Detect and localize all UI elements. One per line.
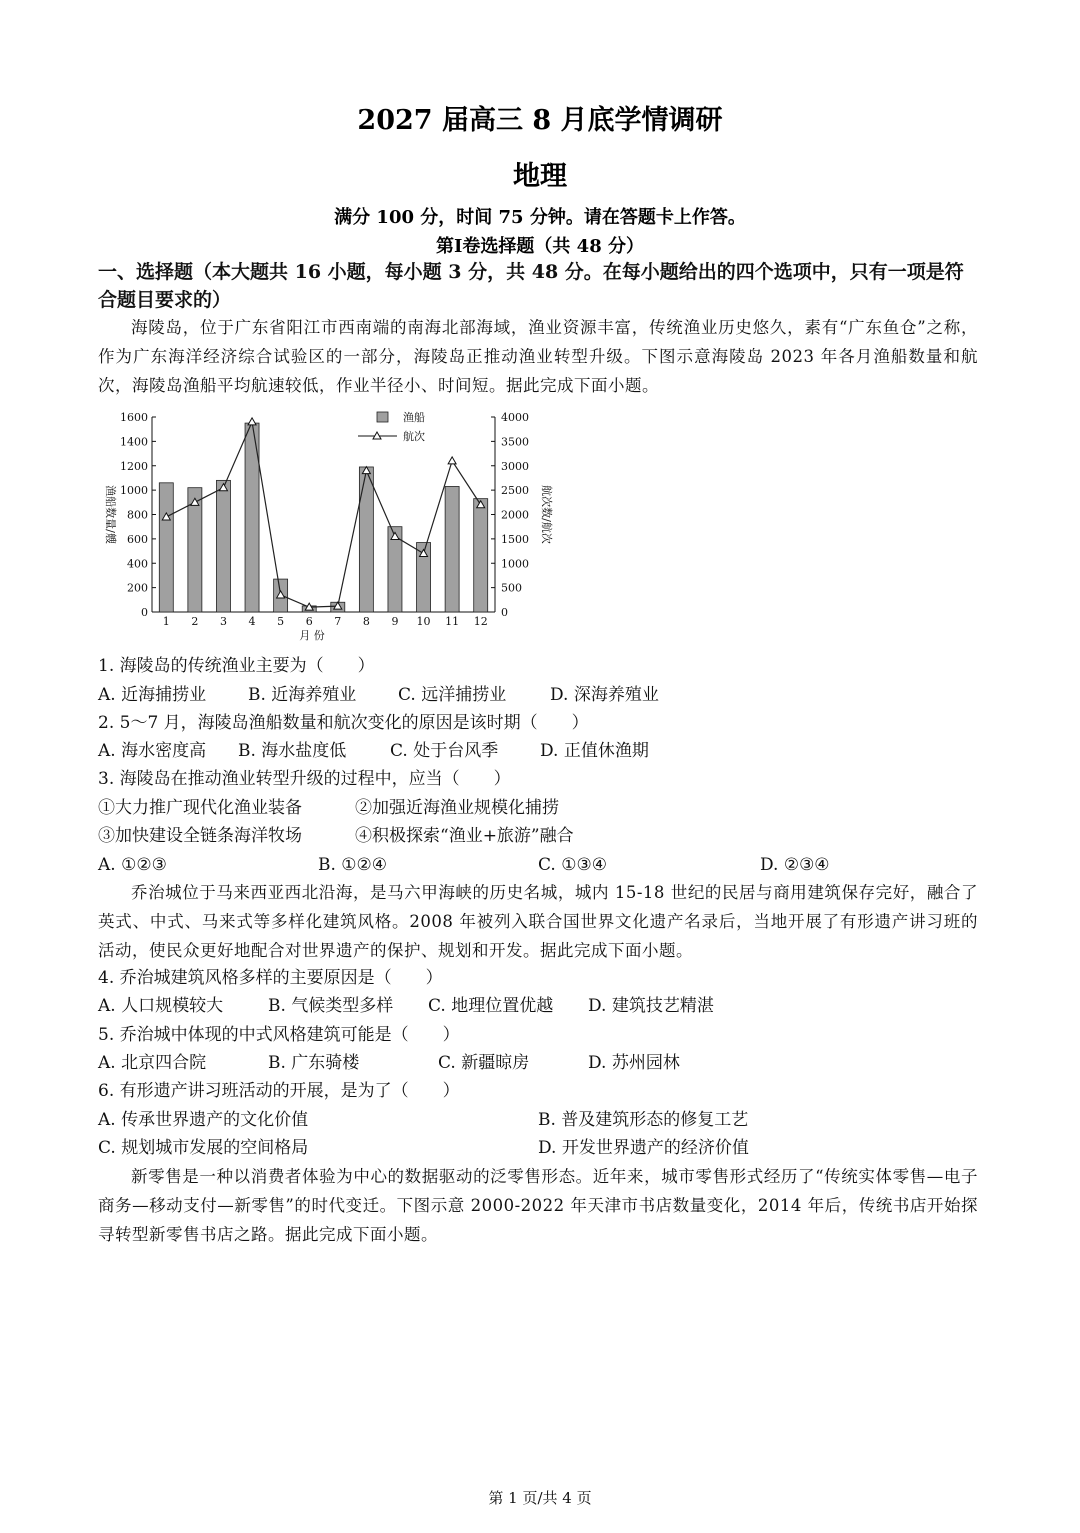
- option-4c: C. 地理位置优越: [428, 996, 554, 1016]
- y2-tick-label: 1500: [501, 532, 529, 546]
- item-3-2: ②加强近海渔业规模化捕捞: [355, 798, 559, 818]
- option-5c: C. 新疆晾房: [438, 1053, 530, 1073]
- x-axis-label: 月 份: [299, 629, 325, 642]
- bar-fishing-boats: [159, 483, 173, 612]
- fishing-boat-chart: [95, 402, 553, 642]
- y2-tick-label: 0: [501, 606, 508, 619]
- y-tick-label: 1600: [120, 411, 148, 424]
- item-3-1: ①大力推广现代化渔业装备: [98, 798, 302, 818]
- legend-bar-label: 渔船: [403, 411, 425, 424]
- option-6c: C. 规划城市发展的空间格局: [98, 1138, 309, 1158]
- option-2d: D. 正值休渔期: [540, 741, 649, 761]
- option-4d: D. 建筑技艺精湛: [588, 996, 714, 1016]
- y2-tick-label: 2000: [501, 508, 529, 522]
- x-tick-label: 4: [248, 615, 256, 628]
- x-tick-label: 3: [219, 615, 227, 628]
- y-tick-label: 1200: [120, 459, 148, 473]
- y2-tick-label: 4000: [501, 411, 529, 424]
- option-3b: B. ①②④: [318, 855, 388, 875]
- passage-new-retail: 新零售是一种以消费者体验为中心的数据驱动的泛零售形态。近年来，城市零售形式经历了“传统实体零售—电子商务—移动支付—新零售”的时代变迁。下图示意 2000-2022 年天津市书店数量变化，2014 年后，传统书店开始探寻转型新零售书店之路。据此完成下面小题。: [98, 1167, 978, 1244]
- option-2c: C. 处于台风季: [390, 741, 499, 761]
- y2-tick-label: 3000: [501, 459, 529, 473]
- option-3d: D. ②③④: [760, 855, 830, 875]
- y2-tick-label: 3500: [501, 435, 529, 449]
- option-3a: A. ①②③: [98, 855, 167, 875]
- option-1b: B. 近海养殖业: [248, 685, 357, 705]
- x-tick-label: 11: [445, 615, 460, 628]
- y2-tick-label: 2500: [501, 484, 529, 498]
- y-axis-label: 渔船数量/艘: [104, 485, 117, 544]
- option-1a: A. 近海捕捞业: [98, 685, 207, 705]
- passage-hailing-island: 海陵岛，位于广东省阳江市西南端的南海北部海域，渔业资源丰富，传统渔业历史悠久，素有“广东鱼仓”之称，作为广东海洋经济综合试验区的一部分，海陵岛正推动渔业转型升级。下图示意海陵岛 2023 年各月渔船数量和航次，海陵岛渔船平均航速较低，作业半径小、时间短。据此完成下面小题。: [98, 318, 978, 395]
- x-tick-label: 10: [416, 615, 431, 628]
- question-1: 1. 海陵岛的传统渔业主要为（ ）: [98, 656, 375, 676]
- y-tick-label: 400: [127, 557, 148, 571]
- option-6d: D. 开发世界遗产的经济价值: [538, 1138, 749, 1158]
- bar-fishing-boats: [188, 488, 202, 612]
- option-4b: B. 气候类型多样: [268, 996, 394, 1016]
- part-title: 第Ⅰ卷选择题（共 48 分）: [435, 236, 644, 257]
- exam-title: 2027 届高三 8 月底学情调研: [357, 105, 723, 136]
- question-6: 6. 有形遗产讲习班活动的开展，是为了（ ）: [98, 1081, 460, 1101]
- option-5d: D. 苏州园林: [588, 1053, 680, 1073]
- exam-info: 满分 100 分，时间 75 分钟。请在答题卡上作答。: [334, 207, 746, 228]
- question-4: 4. 乔治城建筑风格多样的主要原因是（ ）: [98, 968, 443, 988]
- x-tick-label: 5: [277, 615, 285, 628]
- x-tick-label: 1: [162, 615, 170, 628]
- option-2b: B. 海水盐度低: [238, 741, 347, 761]
- option-1d: D. 深海养殖业: [550, 685, 659, 705]
- y-tick-label: 800: [127, 508, 148, 522]
- option-2a: A. 海水密度高: [98, 741, 207, 761]
- legend-line-label: 航次: [403, 430, 425, 443]
- y-tick-label: 600: [127, 532, 148, 546]
- x-tick-label: 6: [305, 615, 313, 628]
- point-voyages: [248, 418, 256, 425]
- option-5a: A. 北京四合院: [98, 1053, 207, 1073]
- option-4a: A. 人口规模较大: [98, 996, 224, 1016]
- bar-fishing-boats: [216, 480, 230, 612]
- passage-georgetown: 乔治城位于马来西亚西北沿海，是马六甲海峡的历史名城，城内 15-18 世纪的民居与商用建筑保存完好，融合了英式、中式、马来式等多样化建筑风格。2008 年被列入联合国世界文化遗产名录后，当地开展了有形遗产讲习班的活动，使民众更好地配合对世界遗产的保护、规划和开发。据此完成下面小题。: [98, 883, 978, 960]
- x-tick-label: 9: [391, 615, 399, 628]
- item-3-3: ③加快建设全链条海洋牧场: [98, 826, 302, 846]
- x-tick-label: 8: [362, 615, 370, 628]
- line-voyages: [166, 422, 480, 607]
- x-tick-label: 7: [334, 615, 342, 628]
- question-3: 3. 海陵岛在推动渔业转型升级的过程中，应当（ ）: [98, 769, 511, 789]
- item-3-4: ④积极探索“渔业+旅游”融合: [355, 826, 574, 846]
- y-tick-label: 200: [127, 581, 148, 595]
- option-6a: A. 传承世界遗产的文化价值: [98, 1110, 309, 1130]
- subject-title: 地理: [513, 161, 567, 192]
- x-tick-label: 12: [473, 615, 488, 628]
- y2-tick-label: 500: [501, 581, 522, 595]
- page-number: 第 1 页/共 4 页: [488, 1489, 592, 1507]
- bar-fishing-boats: [445, 486, 459, 612]
- y-tick-label: 0: [141, 606, 148, 619]
- y-tick-label: 1400: [120, 435, 148, 449]
- section-heading: 一、选择题（本大题共 16 小题，每小题 3 分，共 48 分。在每小题给出的四个选项中，只有一项是符合题目要求的）: [98, 261, 964, 311]
- y2-axis-label: 航次数/航次: [540, 485, 553, 544]
- legend-bar-swatch: [377, 412, 388, 422]
- y2-tick-label: 1000: [501, 557, 529, 571]
- y-tick-label: 1000: [120, 484, 148, 498]
- option-5b: B. 广东骑楼: [268, 1053, 360, 1073]
- option-6b: B. 普及建筑形态的修复工艺: [538, 1110, 749, 1130]
- point-voyages: [448, 457, 456, 464]
- question-5: 5. 乔治城中体现的中式风格建筑可能是（ ）: [98, 1025, 460, 1045]
- option-3c: C. ①③④: [538, 855, 607, 875]
- question-2: 2. 5～7 月，海陵岛渔船数量和航次变化的原因是该时期（ ）: [98, 713, 589, 733]
- option-1c: C. 远洋捕捞业: [398, 685, 507, 705]
- x-tick-label: 2: [191, 615, 199, 628]
- bar-fishing-boats: [474, 499, 488, 612]
- bar-fishing-boats: [359, 467, 373, 612]
